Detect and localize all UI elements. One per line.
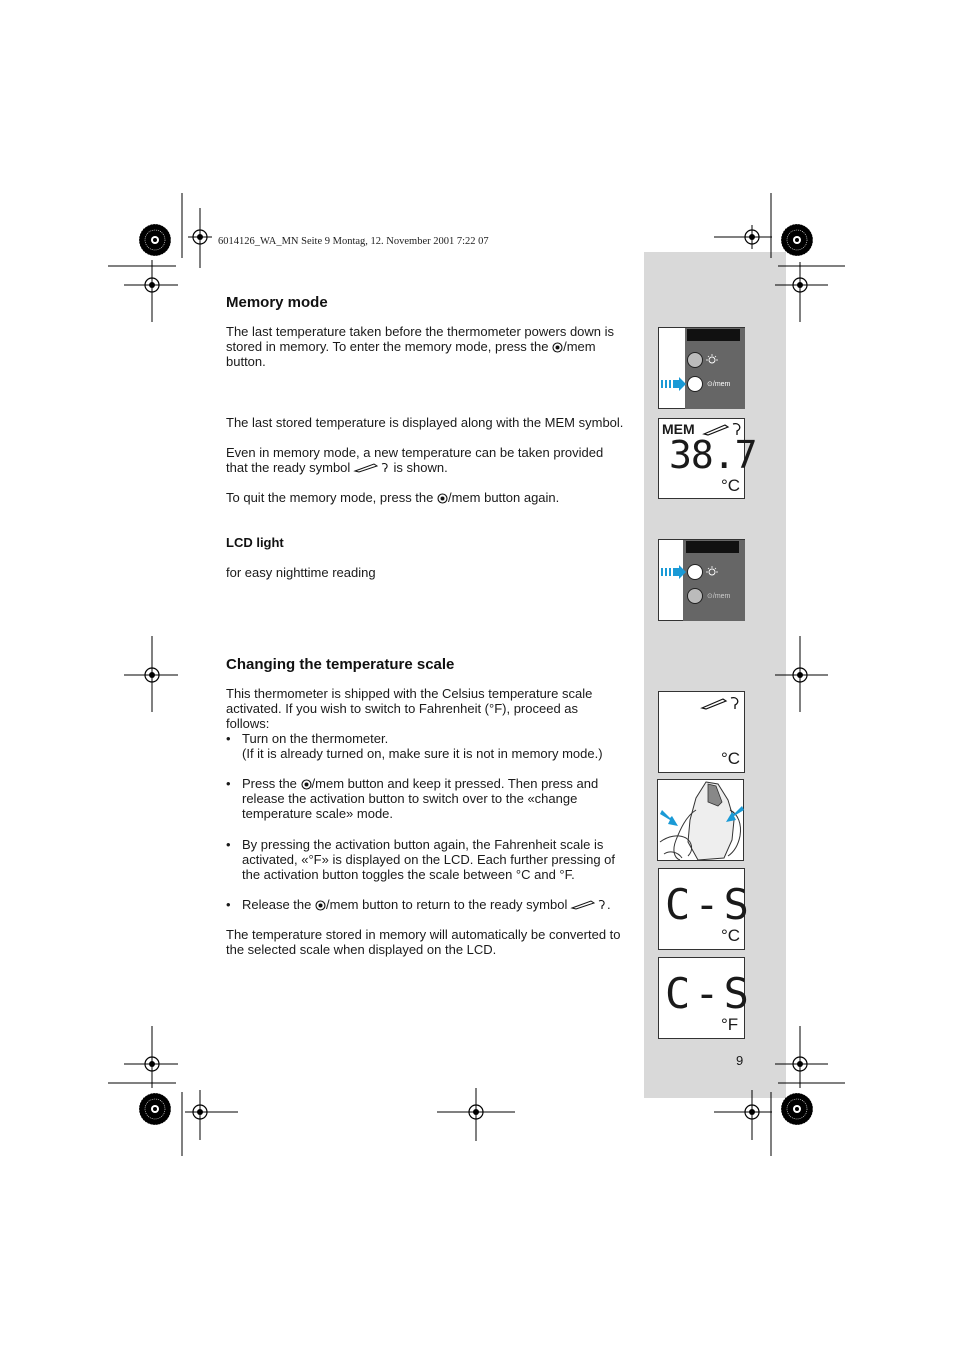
mem-button-label: ⊙/mem [707, 381, 731, 388]
figure-light-button [658, 539, 745, 621]
scale-closing: The temperature stored in memory will automatically be converted to the selected scale when displayed on the LCD. [226, 927, 621, 957]
section-title-memory-mode: Memory mode [226, 294, 328, 311]
lcd-unit-fahrenheit: °F [721, 1015, 739, 1034]
figure-lcd-ready [658, 691, 745, 773]
lcd-scale-code: C-S [665, 969, 753, 1018]
page-number: 9 [736, 1053, 744, 1068]
lcd-unit-celsius: °C [721, 749, 741, 768]
figure-lcd-scale-fahrenheit [658, 957, 753, 1039]
print-header: 6014126_WA_MN Seite 9 Montag, 12. November 2001 7:22 07 [218, 236, 489, 247]
lcd-unit-celsius: °C [721, 926, 741, 945]
mem-button-label: ⊙/mem [707, 593, 731, 600]
light-button-circle [687, 564, 703, 580]
scale-step-3: • By pressing the activation button again, the Fahrenheit scale is activated, «°F» is displayed on the LCD. Each further pressing of the activation button toggles the scale between °C and °F. [226, 837, 616, 882]
power-mem-icon [315, 900, 326, 911]
power-mem-icon [301, 779, 312, 790]
lcd-scale-code: C-S [665, 880, 753, 929]
scale-intro: This thermometer is shipped with the Celsius temperature scale activated. If you wish to switch to Fahrenheit (°F), proceed as follows: [226, 686, 593, 731]
figure-mem-button [658, 327, 745, 409]
lcd-unit-celsius: °C [721, 476, 741, 495]
scale-step-4: • Release the /mem button to return to the ready symbol . [226, 897, 611, 912]
ready-symbol-icon [701, 695, 741, 711]
memory-mode-paragraph-2: The last stored temperature is displayed along with the MEM symbol. [226, 415, 624, 430]
press-arrow-icon [661, 565, 687, 579]
memory-mode-paragraph-4: To quit the memory mode, press the /mem button again. [226, 490, 560, 505]
ready-symbol-icon [354, 461, 390, 474]
scale-step-1: • Turn on the thermometer. (If it is already turned on, make sure it is not in memory mode.) [226, 731, 603, 761]
light-bulb-icon [706, 354, 718, 366]
section-title-lcd-light: LCD light [226, 535, 284, 550]
memory-mode-paragraph-3: Even in memory mode, a new temperature can be taken provided that the ready symbol is shown. [226, 445, 604, 475]
mem-button-circle [687, 588, 703, 604]
figure-lcd-mem-reading [658, 418, 757, 499]
scale-step-2: • Press the /mem button and keep it pressed. Then press and release the activation button to switch over to the «change temperature scale» mode. [226, 776, 599, 821]
section-title-temperature-scale: Changing the temperature scale [226, 656, 455, 673]
figure-lcd-scale-celsius [658, 868, 753, 950]
power-mem-icon [552, 342, 563, 353]
lcd-mem-label: MEM [662, 421, 695, 437]
power-mem-icon [437, 493, 448, 504]
light-button-circle [687, 352, 703, 368]
hand-illustration [658, 780, 744, 861]
light-bulb-icon [706, 566, 718, 578]
ready-symbol-icon [571, 898, 607, 911]
memory-mode-paragraph-1: The last temperature taken before the thermometer powers down is stored in memory. To enter the memory mode, press the /mem button. [226, 324, 615, 369]
press-arrow-icon [661, 377, 687, 391]
mem-button-circle [687, 376, 703, 392]
lcd-reading: 38.7 [669, 433, 757, 477]
figure-hand-pressing [657, 779, 744, 861]
lcd-light-text: for easy nighttime reading [226, 565, 376, 580]
